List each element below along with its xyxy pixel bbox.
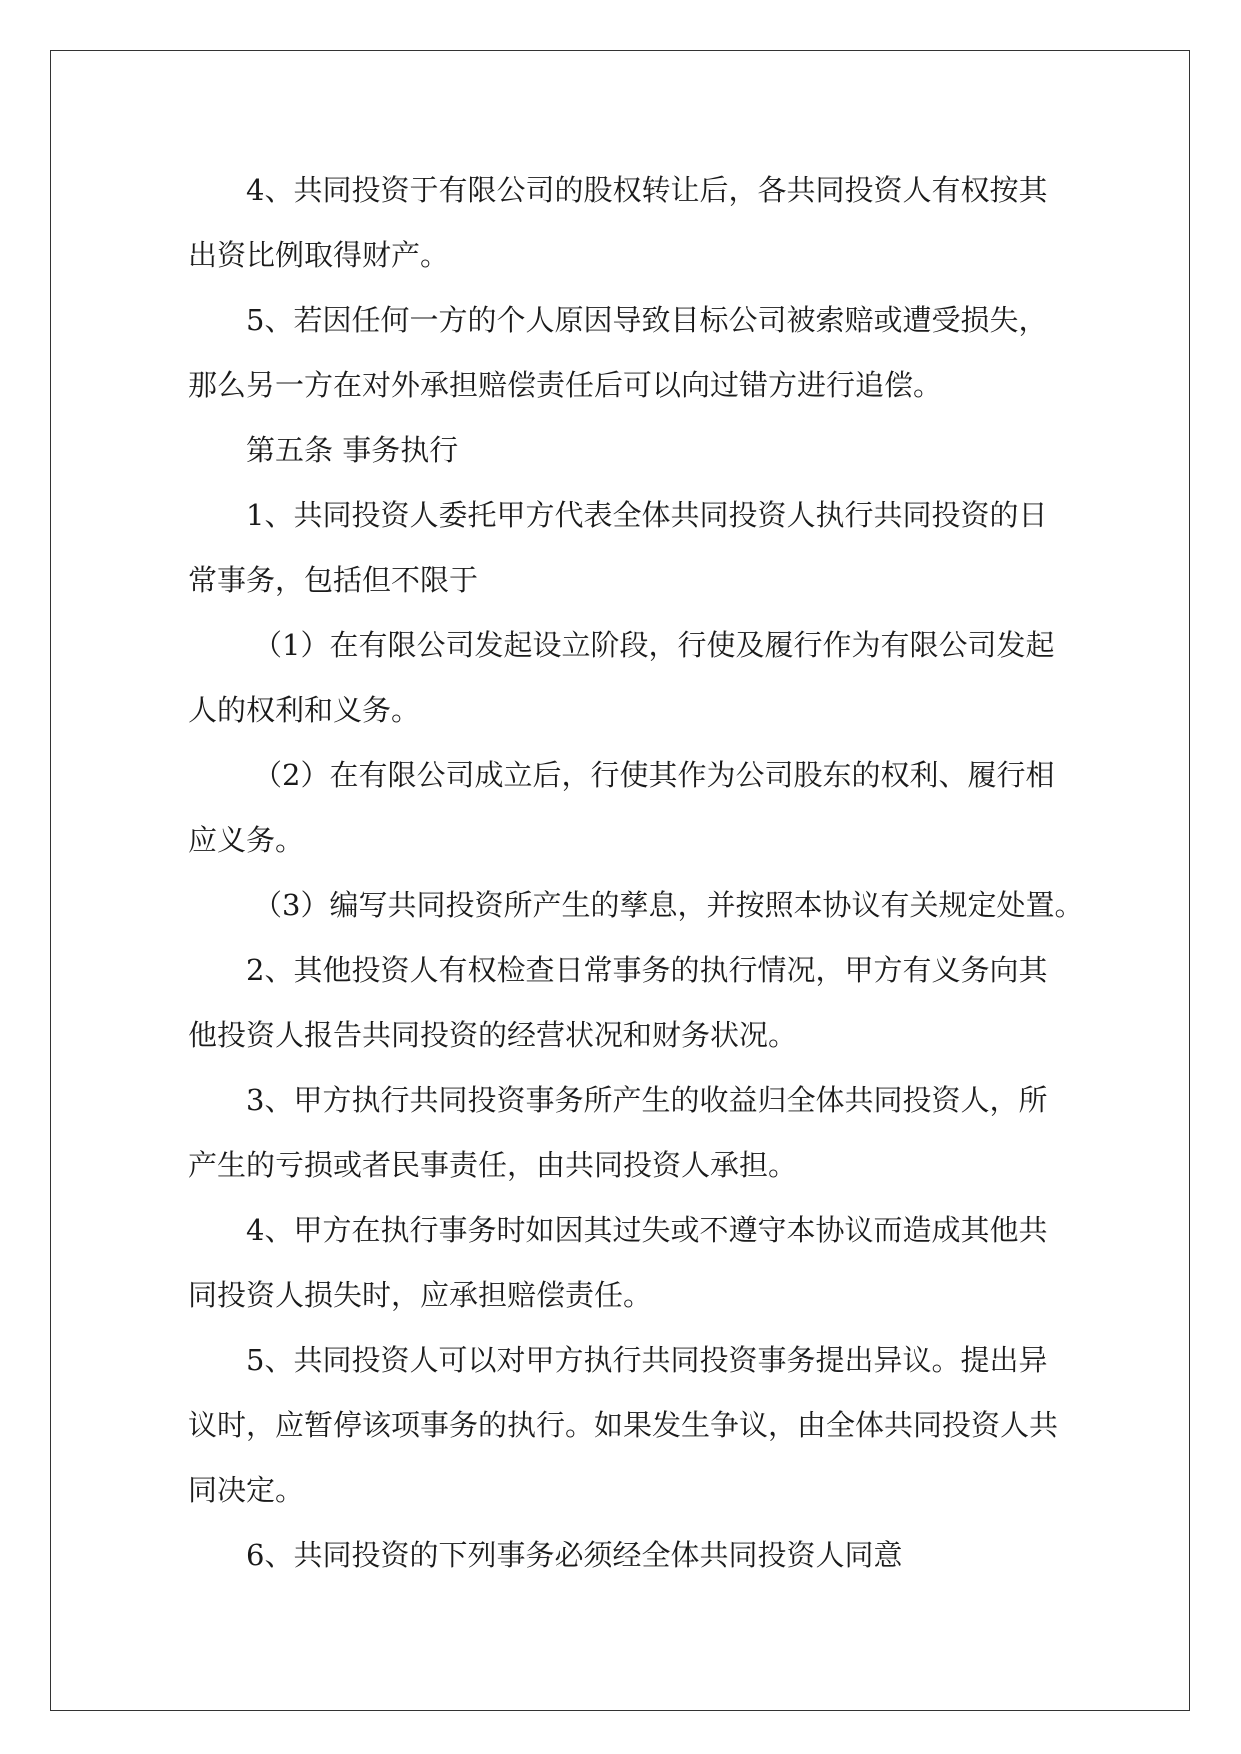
paragraph-line: （3）编写共同投资所产生的孳息，并按照本协议有关规定处置。 [253,888,1084,922]
paragraph-line: （1）在有限公司发起设立阶段，行使及履行作为有限公司发起 [253,628,1055,662]
paragraph-line: 人的权利和义务。 [188,693,421,727]
paragraph-line: 应义务。 [188,823,305,857]
paragraph-line: （2）在有限公司成立后，行使其作为公司股东的权利、履行相 [253,758,1055,792]
paragraph-line: 2、其他投资人有权检查日常事务的执行情况，甲方有义务向其 [246,953,1048,987]
paragraph-line: 3、甲方执行共同投资事务所产生的收益归全体共同投资人，所 [246,1083,1048,1117]
paragraph-line: 出资比例取得财产。 [188,238,450,272]
section-heading: 第五条 事务执行 [246,433,459,467]
paragraph-line: 6、共同投资的下列事务必须经全体共同投资人同意 [246,1538,903,1572]
paragraph-line: 4、甲方在执行事务时如因其过失或不遵守本协议而造成其他共 [246,1213,1048,1247]
paragraph-line: 4、共同投资于有限公司的股权转让后，各共同投资人有权按其 [246,173,1048,207]
document-body [188,158,1084,1588]
paragraph-line: 同投资人损失时，应承担赔偿责任。 [188,1278,653,1312]
paragraph-line: 5、若因任何一方的个人原因导致目标公司被索赔或遭受损失， [246,303,1048,337]
paragraph-line: 议时，应暂停该项事务的执行。如果发生争议，由全体共同投资人共 [188,1408,1059,1442]
paragraph-line: 那么另一方在对外承担赔偿责任后可以向过错方进行追偿。 [188,368,943,402]
paragraph-line: 常事务，包括但不限于 [188,563,479,597]
paragraph-line: 他投资人报告共同投资的经营状况和财务状况。 [188,1018,798,1052]
paragraph-line: 同决定。 [188,1473,305,1507]
paragraph-line: 1、共同投资人委托甲方代表全体共同投资人执行共同投资的日 [246,498,1048,532]
paragraph-line: 5、共同投资人可以对甲方执行共同投资事务提出异议。提出异 [246,1343,1048,1377]
paragraph-line: 产生的亏损或者民事责任，由共同投资人承担。 [188,1148,798,1182]
